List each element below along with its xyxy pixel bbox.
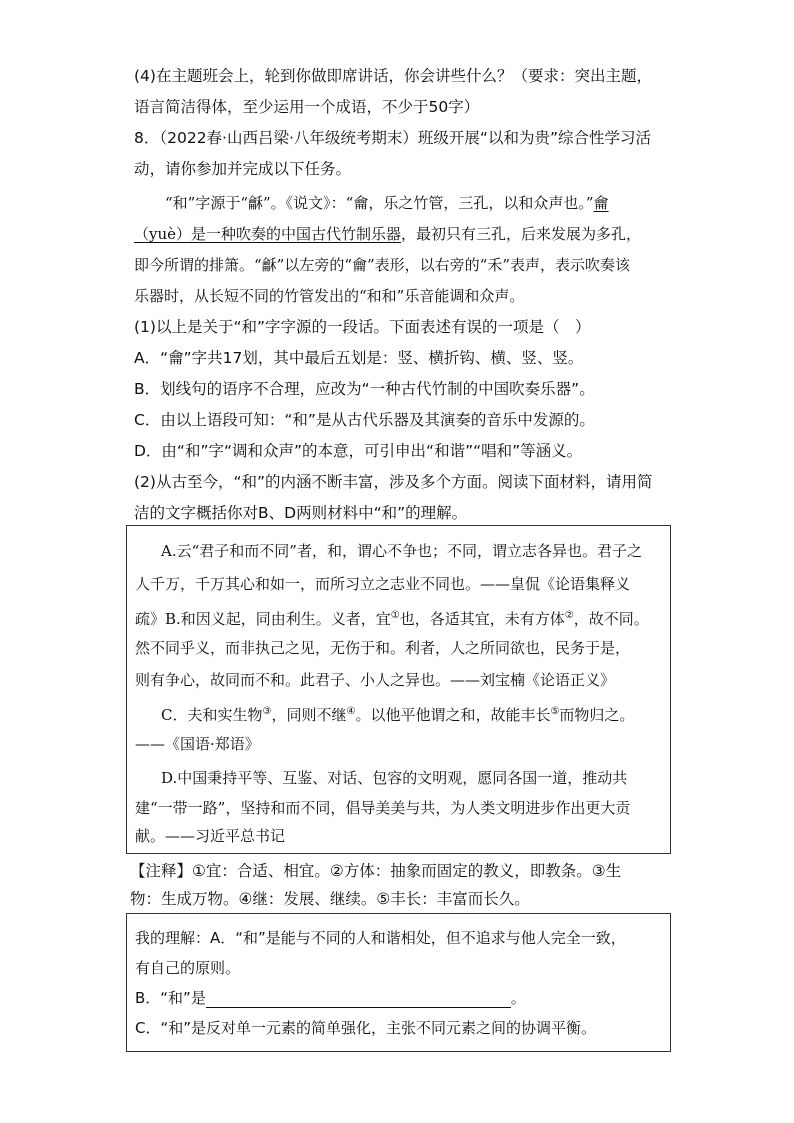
footnote-mark: ⑤ [550,706,560,717]
q8-header-line-1: 8．（2022春·山西吕梁·八年级统考期末）班级开展“以和为贵”综合性学习活 [134,129,651,147]
passage-text: ，最初只有三孔，后来发展为多孔， [401,225,642,243]
material-d-line-3: 献。——习近平总书记 [135,827,286,845]
option-a: A．“龠”字共17划，其中最后五划是：竖、横折钩、横、竖、竖。 [134,349,584,367]
q4-line-2: 语言简洁得体，至少运用一个成语，不少于50字） [134,98,480,116]
understanding-c-line: C．“和”是反对单一元素的简单强化，主张不同元素之间的协调平衡。 [135,1019,597,1037]
material-b-line-1 [135,606,660,629]
material-text: ，故不同。 [573,610,649,628]
sub1-question: (1)以上是关于“和”字字源的一段话。下面表述有误的一项是（ ） [134,318,591,336]
answer-blank[interactable] [206,991,511,1008]
material-text: 也，各适其宜，未有方体 [399,610,565,628]
material-c-line-2: ——《国语·郑语》 [135,735,260,753]
footnote-mark: ① [390,610,400,621]
sub2-line-1: (2)从古至今，“和”的内涵不断丰富，涉及多个方面。阅读下面材料，请用简 [134,473,653,491]
material-text: 而物归之。 [559,706,635,724]
material-text: 疏》B.和因义起，同由利生。义者，宜 [135,610,391,628]
underlined-sentence: 龠 [593,194,609,212]
passage-line-1 [134,193,674,213]
notes-line-2: 物：生成万物。④继：发展、继续。⑤丰长：丰富而长久。 [130,890,530,908]
passage-line-3: 即今所谓的排箫。“龢”以左旁的“龠”表形，以右旁的“禾”表声，表示吹奏该 [134,256,631,274]
passage-line-4: 乐器时，从长短不同的竹管发出的“和和”乐音能调和众声。 [134,287,525,305]
option-c: C．由以上语段可知：“和”是从古代乐器及其演奏的音乐中发源的。 [134,411,595,429]
passage-text: “和”字源于“龢”。《说文》：“龠，乐之竹管，三孔，以和众声也。” [165,194,594,212]
understanding-b-line [135,988,660,1008]
passage-line-2 [134,224,674,244]
underlined-sentence: （yuè）是一种吹奏的中国古代竹制乐器 [134,225,402,243]
material-b-line-3: 则有争心，故同而不和。此君子、小人之异也。——刘宝楠《论语正义》 [135,671,616,689]
notes-line-1: 【注释】①宜：合适、相宜。②方体：抽象而固定的教义，即教条。③生 [130,862,622,880]
understanding-box [126,913,671,1052]
footnote-mark: ② [564,610,574,621]
materials-box [126,525,671,854]
understanding-b-prefix: B．“和”是 [135,989,206,1007]
material-c-line-1 [135,702,660,725]
material-a-line-2: 人千万，千万其心和如一，而所习立之志业不同也。——皇侃《论语集释义 [135,575,631,593]
q4-line-1: (4)在主题班会上，轮到你做即席讲话，你会讲些什么？（要求：突出主题， [134,67,652,85]
option-d: D．由“和”字“调和众声”的本意，可引申出“和谐”“唱和”等涵义。 [134,442,583,460]
footnote-mark: ④ [346,706,356,717]
material-b-line-2: 然不同乎义，而非执己之见，无伤于和。利者，人之所同欲也，民务于是， [135,639,631,657]
understanding-a-line-1: 我的理解：A．“和”是能与不同的人和谐相处，但不追求与他人完全一致， [135,929,626,947]
sub2-line-2: 洁的文字概括你对B、D两则材料中“和”的理解。 [134,504,468,522]
footnote-mark: ③ [262,706,272,717]
material-d-line-1: D.中国秉持平等、互鉴、对话、包容的文明观，愿同各国一道，推动共 [161,769,628,787]
option-b: B．划线句的语序不合理，应改为“一种古代竹制的中国吹奏乐器”。 [134,380,595,398]
material-text: ，同则不继 [271,706,347,724]
q8-header-line-2: 动，请你参加并完成以下任务。 [134,160,352,178]
material-text: C．夫和实生物 [161,706,263,724]
understanding-a-line-2: 有自己的原则。 [135,959,241,977]
material-a-line-1: A.云“君子和而不同”者，和，谓心不争也；不同，谓立志各异也。君子之 [161,542,642,560]
material-d-line-2: 建“一带一路”，坚持和而不同，倡导美美与共，为人类文明进步作出更大贡 [135,799,631,817]
understanding-b-suffix: 。 [510,989,526,1007]
material-text: 。以他平他谓之和，故能丰长 [355,706,551,724]
